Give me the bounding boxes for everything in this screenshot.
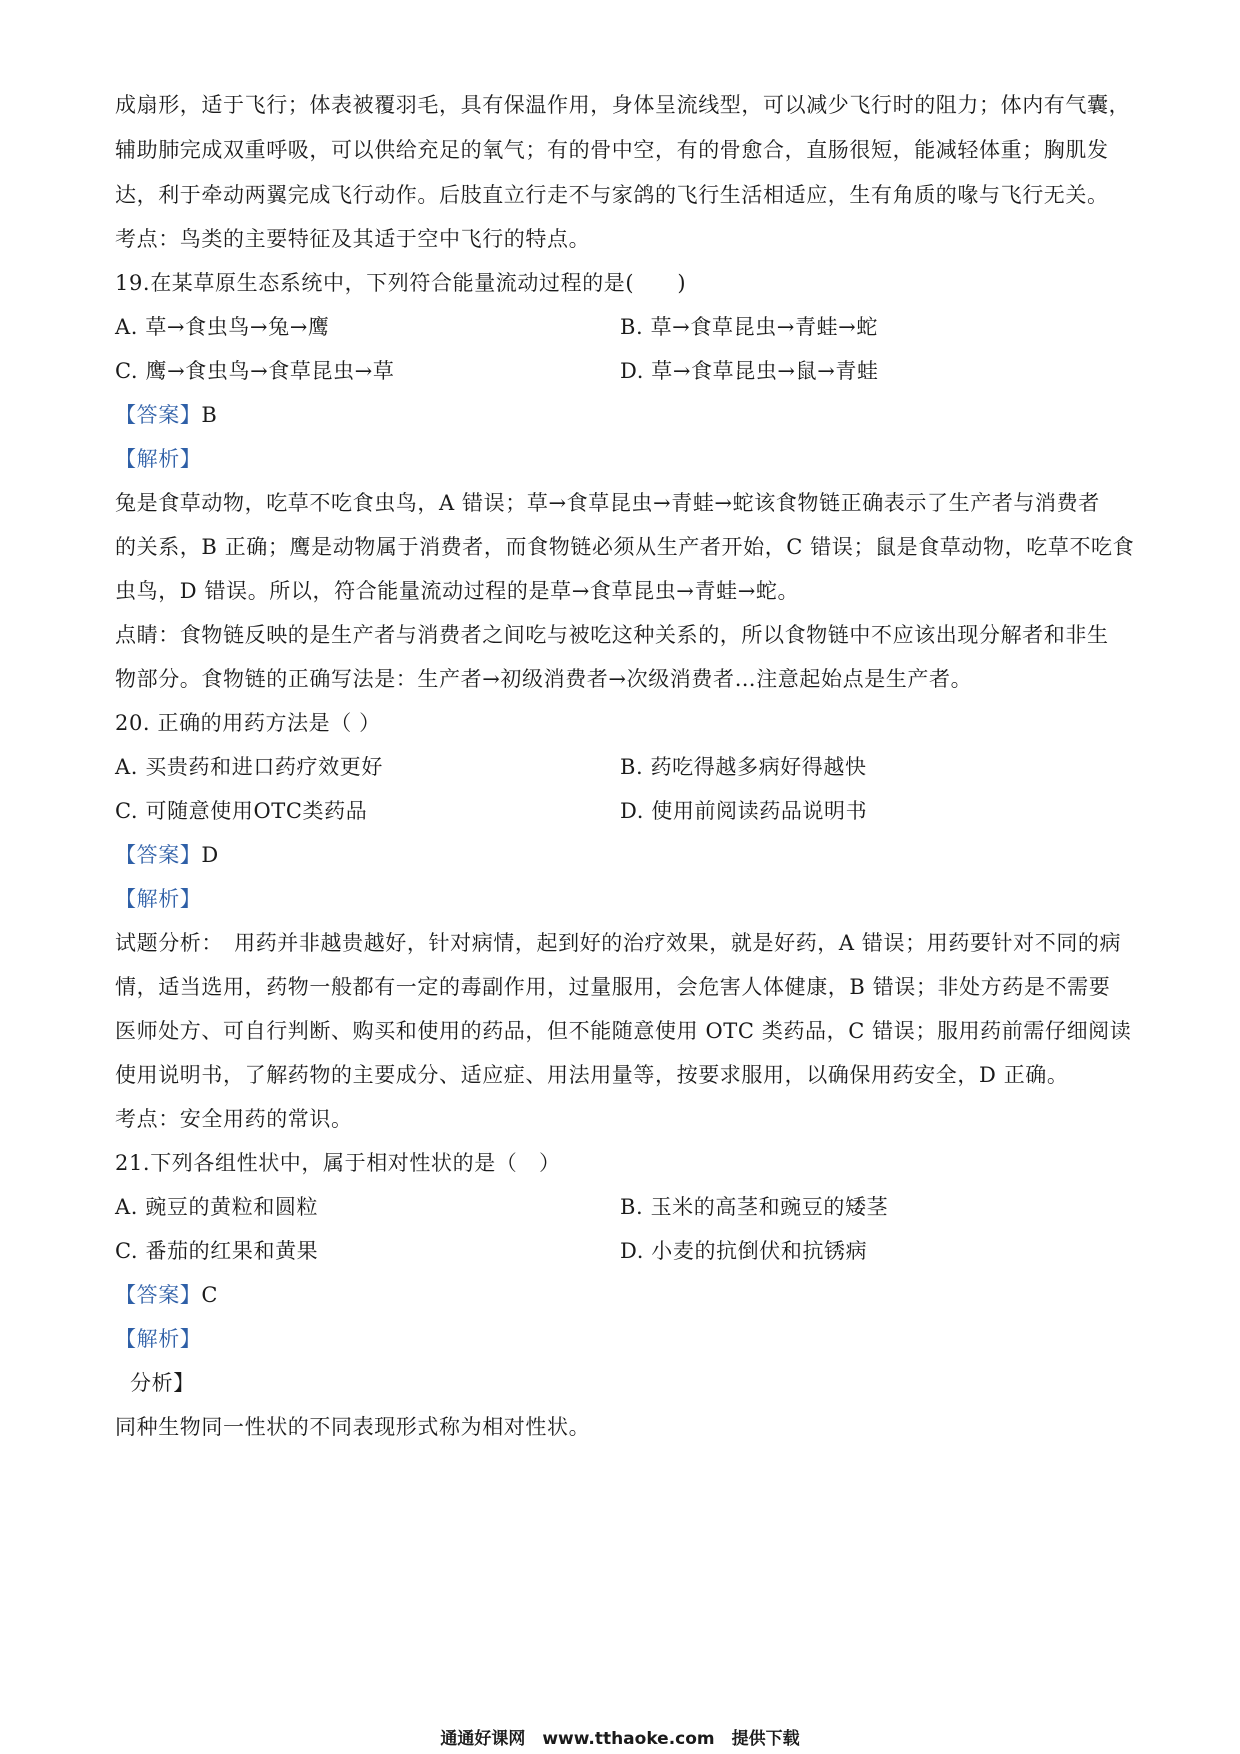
q21-answer-value: C: [201, 1283, 219, 1307]
q19-analysis-line-2: 的关系，B 正确；鹰是动物属于消费者，而食物链必须从生产者开始，C 错误；鼠是食草动物，吃草不吃食: [115, 535, 1135, 559]
q20-option-d: D. 使用前阅读药品说明书: [620, 799, 868, 823]
q19-option-a: A. 草→食虫鸟→兔→鹰: [115, 315, 330, 339]
q20-answer: [115, 840, 1125, 870]
q20-analysis-line-1: 试题分析： 用药并非越贵越好，针对病情，起到好的治疗效果，就是好药，A 错误；用药要针对不同的病: [115, 931, 1122, 955]
q20-option-b: B. 药吃得越多病好得越快: [620, 755, 867, 779]
q21-analysis-line-1: 同种生物同一性状的不同表现形式称为相对性状。: [115, 1415, 591, 1439]
q19-answer-value: B: [201, 403, 218, 427]
q20-option-c: C. 可随意使用OTC类药品: [115, 799, 368, 823]
q21-fenxi: 分析】: [130, 1371, 195, 1395]
q20-analysis-tag: 【解析】: [115, 887, 202, 911]
q19-analysis-tag: 【解析】: [115, 447, 202, 471]
q20-option-a: A. 买贵药和进口药疗效更好: [115, 755, 383, 779]
q19-dianjing-line-2: 物部分。食物链的正确写法是：生产者→初级消费者→次级消费者…注意起始点是生产者。: [115, 667, 973, 691]
q21-option-c: C. 番茄的红果和黄果: [115, 1239, 319, 1263]
q20-kaodian: 考点：安全用药的常识。: [115, 1107, 353, 1131]
q21-option-b: B. 玉米的高茎和豌豆的矮茎: [620, 1195, 889, 1219]
q19-analysis-heading: [115, 444, 1125, 474]
q19-answer: [115, 400, 1125, 430]
q21-analysis-heading: [115, 1324, 1125, 1354]
q20-analysis-line-3: 医师处方、可自行判断、购买和使用的药品，但不能随意使用 OTC 类药品，C 错误；服用药前需仔细阅读: [115, 1019, 1132, 1043]
q20-stem: 20. 正确的用药方法是（ ）: [115, 711, 381, 735]
q19-dianjing-line-1: 点睛：食物链反映的是生产者与消费者之间吃与被吃这种关系的，所以食物链中不应该出现分解者和非生: [115, 623, 1109, 647]
page-footer: 通通好课网 www.tthaoke.com 提供下载: [440, 1729, 800, 1749]
q19-stem: 19.在某草原生态系统中，下列符合能量流动过程的是( ): [115, 271, 687, 295]
q20-answer-tag: 【答案】: [115, 843, 202, 867]
q19-option-c: C. 鹰→食虫鸟→食草昆虫→草: [115, 359, 395, 383]
q19-answer-tag: 【答案】: [115, 403, 202, 427]
q19-option-d: D. 草→食草昆虫→鼠→青蛙: [620, 359, 879, 383]
q20-analysis-line-4: 使用说明书，了解药物的主要成分、适应症、用法用量等，按要求服用，以确保用药安全，D 正确。: [115, 1063, 1069, 1087]
q20-analysis-line-2: 情，适当选用，药物一般都有一定的毒副作用，过量服用，会危害人体健康，B 错误；非处方药是不需要: [115, 975, 1111, 999]
q19-analysis-line-1: 兔是食草动物，吃草不吃食虫鸟，A 错误；草→食草昆虫→青蛙→蛇该食物链正确表示了生产者与消费者: [115, 491, 1100, 515]
intro-kaodian: 考点：鸟类的主要特征及其适于空中飞行的特点。: [115, 227, 591, 251]
q21-answer-tag: 【答案】: [115, 1283, 202, 1307]
q20-answer-value: D: [201, 843, 219, 867]
intro-line-1: 成扇形，适于飞行；体表被覆羽毛，具有保温作用，身体呈流线型，可以减少飞行时的阻力；体内有气囊，: [115, 93, 1131, 117]
intro-line-3: 达，利于牵动两翼完成飞行动作。后肢直立行走不与家鸽的飞行生活相适应，生有角质的喙与飞行无关。: [115, 183, 1109, 207]
q19-analysis-line-3: 虫鸟，D 错误。所以，符合能量流动过程的是草→食草昆虫→青蛙→蛇。: [115, 579, 800, 603]
q20-analysis-heading: [115, 884, 1125, 914]
intro-line-2: 辅助肺完成双重呼吸，可以供给充足的氧气；有的骨中空，有的骨愈合，直肠很短，能减轻体重；胸肌发: [115, 138, 1109, 162]
q21-answer: [115, 1280, 1125, 1310]
q21-option-a: A. 豌豆的黄粒和圆粒: [115, 1195, 319, 1219]
q21-stem: 21.下列各组性状中，属于相对性状的是（ ）: [115, 1151, 561, 1175]
q21-option-d: D. 小麦的抗倒伏和抗锈病: [620, 1239, 868, 1263]
q19-option-b: B. 草→食草昆虫→青蛙→蛇: [620, 315, 878, 339]
q21-analysis-tag: 【解析】: [115, 1327, 202, 1351]
